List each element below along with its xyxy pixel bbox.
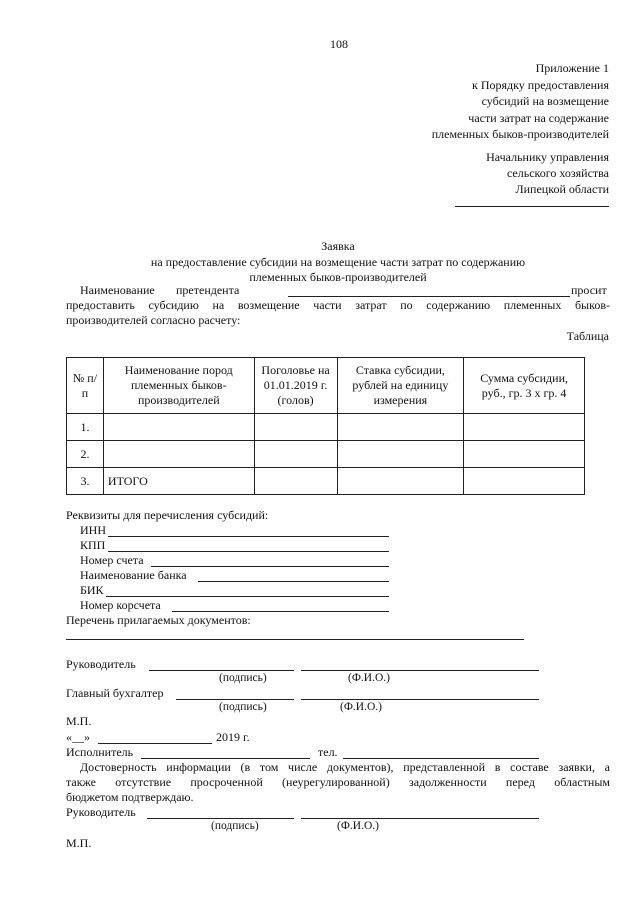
corr-label: Номер корсчета	[80, 598, 161, 612]
intro-prosit: просит	[571, 283, 607, 297]
header-cell: Поголовье на 01.01.2019 г. (голов)	[254, 358, 337, 414]
table-row	[67, 468, 585, 495]
head-label: Руководитель	[66, 805, 136, 819]
title-line: племенных быков-производителей	[249, 270, 427, 284]
table-caption: Таблица	[566, 329, 609, 343]
documents-list-field	[66, 639, 524, 640]
table-row	[67, 414, 585, 441]
table-row	[67, 441, 585, 468]
row-number: 2.	[67, 441, 104, 468]
appendix-block	[432, 60, 609, 143]
appendix-line: субсидий на возмещение	[481, 94, 609, 108]
date-day: «__»	[66, 730, 90, 744]
stamp-place: М.П.	[66, 836, 92, 850]
title-line: Заявка	[321, 239, 355, 253]
requisites-title: Реквизиты для перечисления субсидий:	[66, 508, 269, 522]
subsidy-table	[66, 357, 585, 495]
bank-field	[198, 581, 389, 582]
row-number: 3.	[67, 468, 104, 495]
heads-cell	[254, 468, 337, 495]
page-number: 108	[330, 37, 348, 51]
declaration-line: также отсутствие просроченной (неурегулированной) задолженности перед областным	[66, 775, 610, 789]
tel-label: тел.	[318, 745, 338, 759]
header-cell: Ставка субсидии, рублей на единицу измерения	[337, 358, 464, 414]
date-year: 2019 г.	[216, 730, 250, 744]
intro-line: предоставить субсидию на возмещение части затрат по содержанию племенных быков-	[66, 298, 610, 312]
addressee-line: Начальнику управления	[486, 150, 609, 164]
sum-cell	[464, 468, 585, 495]
head-fio-line	[301, 670, 539, 671]
breed-cell	[103, 414, 254, 441]
heads-cell	[254, 441, 337, 468]
fio-caption: (Ф.И.О.)	[340, 701, 382, 713]
accountant-label: Главный бухгалтер	[66, 686, 164, 700]
appendix-line: племенных быков-производителей	[431, 127, 609, 141]
executor-line	[141, 758, 310, 759]
applicant-name-line	[288, 296, 570, 297]
appendix-line: Приложение 1	[535, 61, 609, 75]
fio-caption: (Ф.И.О.)	[337, 820, 379, 832]
inn-label: ИНН	[80, 523, 106, 537]
bik-field	[106, 596, 389, 597]
head-signature-line	[149, 670, 294, 671]
accountant-signature-line	[176, 699, 294, 700]
intro-line: производителей согласно расчету:	[66, 313, 241, 327]
podpis-caption: (подпись)	[219, 672, 267, 684]
document-title	[0, 239, 640, 286]
head-label: Руководитель	[66, 657, 136, 671]
breed-cell: ИТОГО	[103, 468, 254, 495]
declaration-line: Достоверность информации (в том числе документов), представленной в составе заявки, а	[80, 760, 610, 774]
account-label: Номер счета	[80, 553, 144, 567]
header-cell: № п/п	[67, 358, 104, 414]
final-signature-line	[147, 818, 294, 819]
heads-cell	[254, 414, 337, 441]
stamp-place: М.П.	[66, 714, 92, 728]
rate-cell	[337, 414, 464, 441]
rate-cell	[337, 468, 464, 495]
fio-caption: (Ф.И.О.)	[348, 672, 390, 684]
bank-label: Наименование банка	[80, 568, 187, 582]
kpp-label: КПП	[80, 538, 106, 552]
sum-cell	[464, 441, 585, 468]
date-month-line	[98, 743, 212, 744]
documents-list-label: Перечень прилагаемых документов:	[66, 613, 251, 627]
header-cell: Наименование пород племенных быков-производителей	[103, 358, 254, 414]
bik-label: БИК	[80, 583, 104, 597]
title-line: на предоставление субсидии на возмещение части затрат по содержанию	[150, 254, 526, 269]
declaration-line: бюджетом подтверждаю.	[66, 790, 194, 804]
executor-label: Исполнитель	[66, 745, 134, 759]
account-field	[151, 566, 389, 567]
addressee-signature-line	[455, 206, 609, 207]
header-cell: Сумма субсидии, руб., гр. 3 х гр. 4	[464, 358, 585, 414]
kpp-field	[108, 551, 389, 552]
appendix-line: к Порядку предоставления	[471, 77, 609, 92]
podpis-caption: (подпись)	[219, 701, 267, 713]
intro-naimenovanie: Наименование	[80, 283, 155, 297]
final-fio-line	[301, 818, 539, 819]
tel-line	[343, 758, 539, 759]
accountant-fio-line	[301, 699, 539, 700]
corr-field	[172, 611, 389, 612]
rate-cell	[337, 441, 464, 468]
sum-cell	[464, 414, 585, 441]
inn-field	[108, 536, 389, 537]
breed-cell	[103, 441, 254, 468]
row-number: 1.	[67, 414, 104, 441]
addressee-line: сельского хозяйства	[506, 166, 609, 180]
intro-pretendenta: претендента	[176, 283, 240, 297]
table-header-row	[67, 358, 585, 414]
appendix-line: части затрат на содержание	[468, 110, 609, 125]
addressee-line: Липецкой области	[515, 182, 609, 196]
podpis-caption: (подпись)	[211, 820, 259, 832]
addressee-block	[486, 149, 609, 197]
